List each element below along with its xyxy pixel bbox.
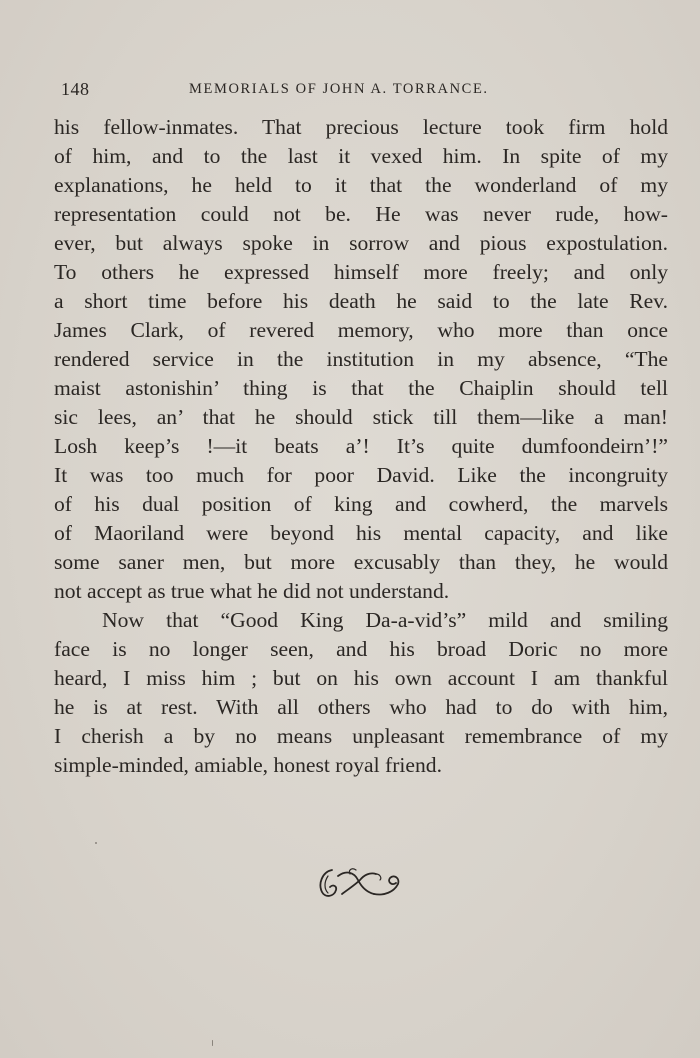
- text-line: James Clark, of revered memory, who more than once: [54, 318, 668, 342]
- text-line: It was too much for poor David. Like the incongruity: [54, 463, 668, 487]
- page-number: 148: [61, 79, 90, 99]
- paragraph-end-line: simple-minded, amiable, honest royal friend.: [54, 753, 442, 777]
- text-line: heard, I miss him ; but on his own account I am thankful: [54, 666, 668, 690]
- text-line: he is at rest. With all others who had to do with him,: [54, 695, 668, 719]
- scroll-ornament-icon: [314, 862, 408, 902]
- paper-speck: [95, 842, 97, 844]
- text-line: of him, and to the last it vexed him. In spite of my: [54, 144, 668, 168]
- text-line: some saner men, but more excusably than they, he would: [54, 550, 668, 574]
- text-line: face is no longer seen, and his broad Doric no more: [54, 637, 668, 661]
- running-head: [61, 79, 671, 101]
- paper-speck: [212, 1040, 213, 1046]
- text-line: To others he expressed himself more freely; and only: [54, 260, 668, 284]
- text-line: representation could not be. He was never rude, how-: [54, 202, 668, 226]
- text-line: of his dual position of king and cowherd, the marvels: [54, 492, 668, 516]
- text-line: maist astonishin’ thing is that the Chaiplin should tell: [54, 376, 668, 400]
- paragraph-start-line: Now that “Good King Da-a-vid’s” mild and smiling: [102, 608, 668, 632]
- text-line: his fellow-inmates. That precious lecture took firm hold: [54, 115, 668, 139]
- text-line: ever, but always spoke in sorrow and pious expostulation.: [54, 231, 668, 255]
- running-title: MEMORIALS OF JOHN A. TORRANCE.: [189, 81, 489, 97]
- text-line: of Maoriland were beyond his mental capacity, and like: [54, 521, 668, 545]
- text-line: I cherish a by no means unpleasant remembrance of my: [54, 724, 668, 748]
- text-line: sic lees, an’ that he should stick till them—like a man!: [54, 405, 668, 429]
- paragraph-end-line: not accept as true what he did not understand.: [54, 579, 450, 603]
- text-line: rendered service in the institution in my absence, “The: [54, 347, 668, 371]
- text-line: Losh keep’s !—it beats a’! It’s quite dumfoondeirn’!”: [54, 434, 668, 458]
- text-line: explanations, he held to it that the wonderland of my: [54, 173, 668, 197]
- text-line: a short time before his death he said to the late Rev.: [54, 289, 668, 313]
- body-text: [54, 113, 668, 780]
